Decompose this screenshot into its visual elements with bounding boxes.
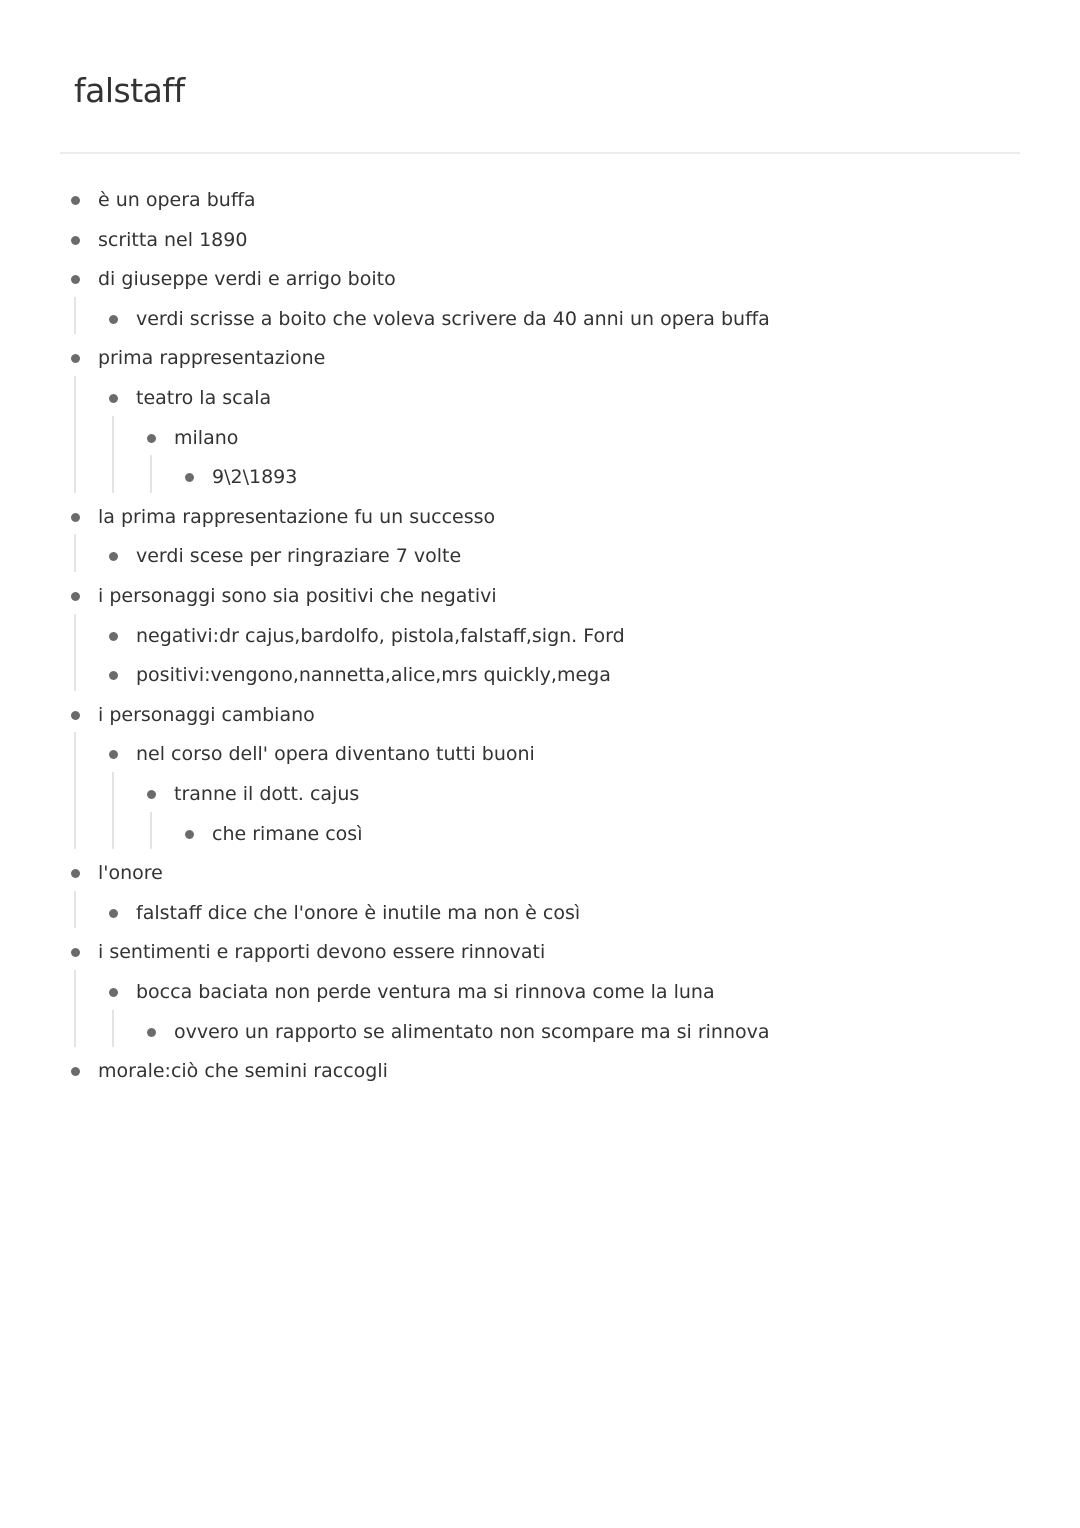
- indent-guide: [112, 416, 114, 493]
- bullet-dot-icon: [185, 830, 194, 839]
- indent-guide: [150, 455, 152, 493]
- bullet-dot-icon: [109, 909, 118, 918]
- list-item-text: prima rappresentazione: [98, 347, 326, 370]
- indent-guide: [74, 376, 76, 493]
- indent-guide: [74, 970, 76, 1047]
- indent-guide: [74, 614, 76, 691]
- list-item-text: positivi:vengono,nannetta,alice,mrs quickly,mega: [136, 664, 611, 687]
- indent-guide: [150, 812, 152, 850]
- bullet-dot-icon: [71, 711, 80, 720]
- list-item-text: verdi scese per ringraziare 7 volte: [136, 545, 462, 568]
- bullet-dot-icon: [71, 1067, 80, 1076]
- bullet-dot-icon: [185, 473, 194, 482]
- bullet-dot-icon: [109, 988, 118, 997]
- bullet-dot-icon: [71, 869, 80, 878]
- bullet-dot-icon: [71, 275, 80, 284]
- list-item-text: scritta nel 1890: [98, 228, 248, 251]
- indent-guide: [74, 297, 76, 335]
- list-item-text: è un opera buffa: [98, 189, 256, 211]
- list-item-text: nel corso dell' opera diventano tutti buoni: [136, 743, 535, 766]
- list-item-text: tranne il dott. cajus: [174, 783, 360, 805]
- list-item-text: di giuseppe verdi e arrigo boito: [98, 268, 396, 291]
- list-item-text: falstaff dice che l'onore è inutile ma non è così: [136, 901, 581, 924]
- list-item-text: i personaggi sono sia positivi che negativi: [98, 585, 497, 607]
- bullet-dot-icon: [109, 552, 118, 561]
- list-item-text: teatro la scala: [136, 387, 272, 409]
- bullet-dot-icon: [71, 948, 80, 957]
- list-item-text: la prima rappresentazione fu un successo: [98, 505, 496, 528]
- bullet-dot-icon: [71, 196, 80, 205]
- list-item-text: ovvero un rapporto se alimentato non scompare ma si rinnova: [174, 1020, 770, 1043]
- document-title: falstaff: [74, 71, 185, 110]
- bullet-dot-icon: [109, 632, 118, 641]
- bullet-dot-icon: [71, 513, 80, 522]
- bullet-dot-icon: [109, 750, 118, 759]
- indent-guide: [112, 1010, 114, 1048]
- bullet-dot-icon: [147, 790, 156, 799]
- bullet-dot-icon: [147, 434, 156, 443]
- indent-guide: [112, 772, 114, 849]
- list-item-text: morale:ciò che semini raccogli: [98, 1060, 388, 1083]
- indent-guide: [74, 891, 76, 929]
- list-item-text: verdi scrisse a boito che voleva scrivere da 40 anni un opera buffa: [136, 307, 770, 330]
- list-item-text: negativi:dr cajus,bardolfo, pistola,falstaff,sign. Ford: [136, 624, 625, 647]
- bullet-dot-icon: [71, 236, 80, 245]
- list-item-text: che rimane così: [212, 822, 363, 845]
- bullet-dot-icon: [109, 315, 118, 324]
- bullet-dot-icon: [109, 394, 118, 403]
- list-item-text: 9\2\1893: [212, 466, 298, 489]
- bullet-dot-icon: [109, 671, 118, 680]
- list-item-text: i personaggi cambiano: [98, 703, 315, 726]
- bullet-dot-icon: [147, 1028, 156, 1037]
- bullet-dot-icon: [71, 354, 80, 363]
- list-item-text: i sentimenti e rapporti devono essere rinnovati: [98, 941, 546, 964]
- list-item-text: bocca baciata non perde ventura ma si rinnova come la luna: [136, 981, 715, 1003]
- indent-guide: [74, 732, 76, 849]
- indent-guide: [74, 534, 76, 572]
- bullet-dot-icon: [71, 592, 80, 601]
- list-item-text: milano: [174, 426, 239, 449]
- list-item-text: l'onore: [98, 862, 163, 885]
